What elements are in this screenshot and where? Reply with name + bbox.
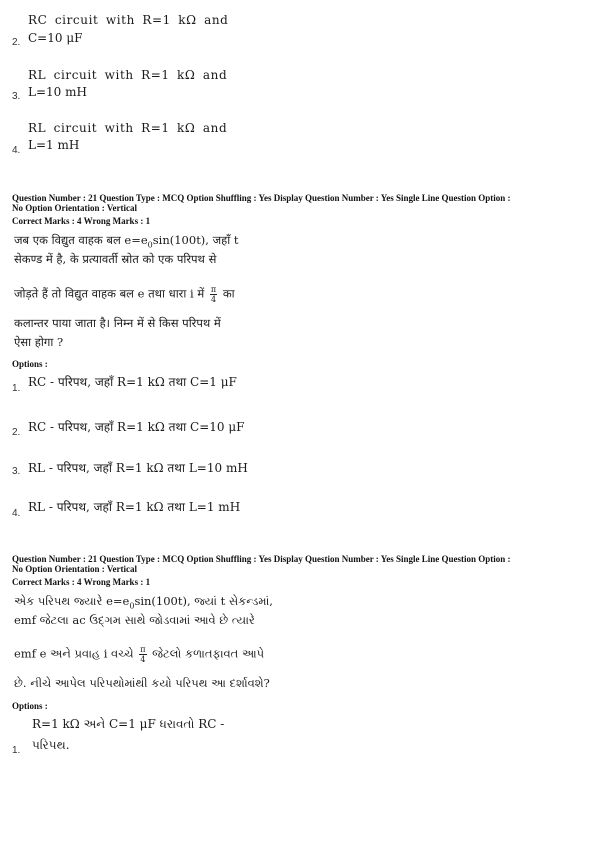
- hindi-option-3-number: 3.: [12, 466, 21, 477]
- question-text-part: जब एक विद्युत वाहक बल e=e: [14, 233, 148, 247]
- option-4-line2: L=1 mH: [28, 138, 80, 152]
- gujarati-option-1-line1[interactable]: R=1 kΩ અને C=1 μF ધરાવતો RC -: [32, 717, 225, 731]
- question-text-part: જેટલો કળાતફાવત આપે: [152, 646, 265, 661]
- fraction-numerator: π: [210, 285, 217, 294]
- gujarati-option-1-line2[interactable]: પરિપથ.: [32, 738, 70, 752]
- option-3-number: 3.: [12, 91, 21, 102]
- fraction-numerator: π: [140, 645, 146, 654]
- fraction: [139, 645, 146, 664]
- option-4-line1: RL circuit with R=1 kΩ and: [28, 121, 228, 135]
- question-text-line2: emf જેટલા ac ઉદ્‌ગમ સાથે જોડવામાં આવે છે ત્યારે: [14, 613, 255, 627]
- fraction: [210, 285, 217, 304]
- subscript: 0: [147, 240, 153, 250]
- fraction-denominator: 4: [210, 295, 217, 304]
- option-2-line1: RC circuit with R=1 kΩ and: [28, 13, 229, 27]
- question-meta-line2: No Option Orientation : Vertical: [12, 203, 137, 213]
- question-text-part: એક પરિપથ જ્યારે e=e: [14, 594, 130, 608]
- question-marks: Correct Marks : 4 Wrong Marks : 1: [12, 216, 151, 226]
- options-label: Options :: [12, 701, 48, 711]
- hindi-option-4[interactable]: RL - परिपथ, जहाँ R=1 kΩ तथा L=1 mH: [28, 500, 241, 514]
- option-3-line1: RL circuit with R=1 kΩ and: [28, 68, 228, 82]
- question-text-line2: सेकण्ड में है, के प्रत्यावर्ती स्रोत को एक परिपथ से: [14, 252, 217, 266]
- question-text-line4: कलान्तर पाया जाता है। निम्न में से किस परिपथ में: [14, 316, 221, 330]
- hindi-option-1-number: 1.: [12, 383, 21, 394]
- question-text-line4: છે. નીચે આપેલ પરિપથોમાંથી કયો પરિપથ આ દર્શાવશે?: [14, 676, 270, 690]
- question-text-part: का: [222, 286, 235, 301]
- hindi-option-1[interactable]: RC - परिपथ, जहाँ R=1 kΩ तथा C=1 μF: [28, 375, 237, 389]
- question-meta-line1: Question Number : 21 Question Type : MCQ Option Shuffling : Yes Display Question Number : Yes Single Line Question Option :: [12, 193, 511, 203]
- question-text-part: emf e અને પ્રવાહ i વચ્ચે: [14, 646, 134, 661]
- option-4-number: 4.: [12, 145, 21, 156]
- fraction-denominator: 4: [140, 655, 146, 664]
- hindi-option-2[interactable]: RC - परिपथ, जहाँ R=1 kΩ तथा C=10 μF: [28, 420, 245, 434]
- option-2-line2: C=10 μF: [28, 31, 83, 45]
- hindi-option-3[interactable]: RL - परिपथ, जहाँ R=1 kΩ तथा L=10 mH: [28, 461, 248, 475]
- options-label: Options :: [12, 359, 48, 369]
- question-text-line3: [14, 285, 235, 304]
- hindi-option-4-number: 4.: [12, 508, 21, 519]
- option-3-line2: L=10 mH: [28, 85, 87, 99]
- question-text-line3: [14, 645, 264, 664]
- question-text-line1: [14, 233, 239, 249]
- hindi-option-2-number: 2.: [12, 427, 21, 438]
- question-text-line5: ऐसा होगा ?: [14, 335, 64, 349]
- question-text-part: sin(100t), जहाँ t: [152, 233, 239, 247]
- question-text-line1: [14, 594, 273, 610]
- question-text-part: sin(100t), જ્યાં t સેકન્ડમાં,: [134, 594, 273, 608]
- gujarati-option-1-number: 1.: [12, 745, 21, 756]
- question-marks: Correct Marks : 4 Wrong Marks : 1: [12, 577, 151, 587]
- question-text-part: जोड़ते हैं तो विद्युत वाहक बल e तथा धारा i में: [14, 286, 205, 301]
- option-2-number: 2.: [12, 37, 21, 48]
- subscript: 0: [129, 601, 135, 611]
- question-meta-line2: No Option Orientation : Vertical: [12, 564, 137, 574]
- question-meta-line1: Question Number : 21 Question Type : MCQ Option Shuffling : Yes Display Question Number : Yes Single Line Question Option :: [12, 554, 511, 564]
